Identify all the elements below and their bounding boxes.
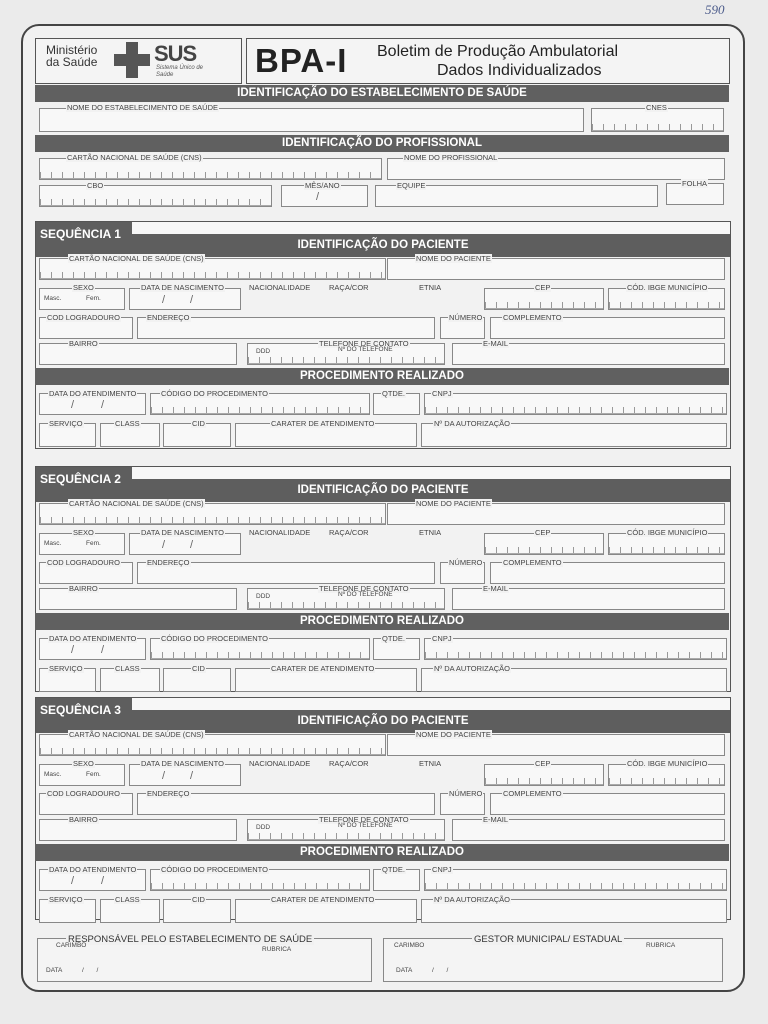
gestor-date-slashes: / / <box>432 967 449 974</box>
nationality-label: NACIONALIDADE <box>249 759 311 768</box>
cep-label: CEP <box>535 283 551 292</box>
race-label: RAÇA/COR <box>329 528 369 537</box>
care-type-label: CARATER DE ATENDIMENTO <box>271 895 375 904</box>
responsible-carimbo: CARIMBO <box>56 942 87 949</box>
nationality-label: NACIONALIDADE <box>249 528 311 537</box>
ibge-ticks <box>609 302 724 309</box>
birth-date-slash2: / <box>190 539 194 551</box>
phone-label: TELEFONE DE CONTATO <box>319 815 409 824</box>
patient-bar: IDENTIFICAÇÃO DO PACIENTE <box>297 239 469 251</box>
sex-fem-option[interactable]: Fem. <box>86 295 101 302</box>
ethnicity-label: ETNIA <box>419 759 442 768</box>
patient-name-label: NOME DO PACIENTE <box>416 254 491 263</box>
birth-date-label: DATA DE NASCIMENTO <box>141 283 224 292</box>
sequence-header-strip <box>132 467 730 479</box>
sequence-header <box>36 222 730 257</box>
form-title-box <box>246 38 730 84</box>
sex-masc-option[interactable]: Masc. <box>44 771 62 778</box>
form-title-line2: Dados Individualizados <box>437 62 602 79</box>
number-label: NÚMERO <box>449 313 483 322</box>
logradouro-label: COD LOGRADOURO <box>47 313 120 322</box>
phone-ticks <box>248 833 444 840</box>
address-label: ENDEREÇO <box>147 313 190 322</box>
phone-label: TELEFONE DE CONTATO <box>319 339 409 348</box>
responsible-date-slashes: / / <box>82 967 99 974</box>
form-code: BPA-I <box>255 42 348 79</box>
ibge-label: CÓD. IBGE MUNICÍPIO <box>627 528 708 537</box>
birth-date-slash1: / <box>162 539 166 551</box>
phone-no-label: Nº DO TELEFONE <box>338 591 393 598</box>
attendance-date-label: DATA DO ATENDIMENTO <box>49 389 137 398</box>
race-label: RAÇA/COR <box>329 283 369 292</box>
responsible-rubrica: RUBRICA <box>262 946 292 953</box>
procedure-code-ticks <box>151 883 369 890</box>
sequence-header <box>36 698 730 733</box>
bairro-label: BAIRRO <box>69 584 98 593</box>
patient-name-label: NOME DO PACIENTE <box>416 730 491 739</box>
responsible-data: DATA <box>46 967 63 974</box>
sequence-label: SEQUÊNCIA 1 <box>40 227 121 241</box>
care-type-label: CARATER DE ATENDIMENTO <box>271 664 375 673</box>
cbo-label: CBO <box>87 181 104 190</box>
patient-cns-ticks <box>40 748 385 755</box>
cid-label: CID <box>192 664 205 673</box>
gestor-rubrica: RUBRICA <box>646 942 676 949</box>
establishment-bar: IDENTIFICAÇÃO DO ESTABELECIMENTO DE SAÚDE <box>35 85 729 102</box>
complement-label: COMPLEMENTO <box>503 789 562 798</box>
sex-label: SEXO <box>73 528 94 537</box>
ibge-label: CÓD. IBGE MUNICÍPIO <box>627 283 708 292</box>
quantity-label: QTDE. <box>382 634 405 643</box>
sequence-header-strip <box>132 698 730 710</box>
email-label: E-MAIL <box>483 339 509 348</box>
class-label: CLASS <box>115 664 140 673</box>
sex-fem-option[interactable]: Fem. <box>86 540 101 547</box>
address-label: ENDEREÇO <box>147 558 190 567</box>
cnpj-label: CNPJ <box>432 865 452 874</box>
phone-label: TELEFONE DE CONTATO <box>319 584 409 593</box>
gestor-carimbo: CARIMBO <box>394 942 425 949</box>
care-type-label: CARATER DE ATENDIMENTO <box>271 419 375 428</box>
procedure-code-label: CÓDIGO DO PROCEDIMENTO <box>161 389 268 398</box>
cep-ticks <box>485 302 603 309</box>
attendance-date-label: DATA DO ATENDIMENTO <box>49 634 137 643</box>
sequence-header <box>36 467 730 502</box>
patient-bar: IDENTIFICAÇÃO DO PACIENTE <box>297 484 469 496</box>
cnes-ticks <box>592 124 723 131</box>
ibge-ticks <box>609 778 724 785</box>
procedure-bar: PROCEDIMENTO REALIZADO <box>35 613 729 630</box>
race-label: RAÇA/COR <box>329 759 369 768</box>
authorization-label: Nº DA AUTORIZAÇÃO <box>434 664 510 673</box>
authorization-label: Nº DA AUTORIZAÇÃO <box>434 419 510 428</box>
cnpj-label: CNPJ <box>432 634 452 643</box>
sequence-label: SEQUÊNCIA 2 <box>40 472 121 486</box>
patient-bar: IDENTIFICAÇÃO DO PACIENTE <box>297 715 469 727</box>
cross-icon <box>114 42 150 78</box>
cid-label: CID <box>192 419 205 428</box>
ddd-label: DDD <box>256 348 271 355</box>
complement-label: COMPLEMENTO <box>503 313 562 322</box>
phone-ticks <box>248 357 444 364</box>
professional-cns-label: CARTÃO NACIONAL DE SAÚDE (CNS) <box>67 153 202 162</box>
patient-name-label: NOME DO PACIENTE <box>416 499 491 508</box>
form-title-line1: Boletim de Produção Ambulatorial <box>377 43 619 60</box>
email-label: E-MAIL <box>483 815 509 824</box>
cnpj-ticks <box>425 652 726 659</box>
authorization-label: Nº DA AUTORIZAÇÃO <box>434 895 510 904</box>
sex-masc-option[interactable]: Masc. <box>44 540 62 547</box>
mesano-slash: / <box>316 191 320 203</box>
gestor-data: DATA <box>396 967 413 974</box>
address-label: ENDEREÇO <box>147 789 190 798</box>
patient-cns-ticks <box>40 272 385 279</box>
birth-date-slash2: / <box>190 294 194 306</box>
procedure-code-label: CÓDIGO DO PROCEDIMENTO <box>161 865 268 874</box>
professional-bar: IDENTIFICAÇÃO DO PROFISSIONAL <box>35 135 729 152</box>
procedure-code-label: CÓDIGO DO PROCEDIMENTO <box>161 634 268 643</box>
number-label: NÚMERO <box>449 789 483 798</box>
attendance-date-slash2: / <box>101 644 105 656</box>
ddd-label: DDD <box>256 593 271 600</box>
procedure-code-ticks <box>151 407 369 414</box>
procedure-bar: PROCEDIMENTO REALIZADO <box>35 368 729 385</box>
sex-masc-option[interactable]: Masc. <box>44 295 62 302</box>
cep-ticks <box>485 778 603 785</box>
sex-label: SEXO <box>73 283 94 292</box>
mesano-label: MÊS/ANO <box>305 181 340 190</box>
birth-date-label: DATA DE NASCIMENTO <box>141 528 224 537</box>
attendance-date-slash2: / <box>101 875 105 887</box>
attendance-date-slash2: / <box>101 399 105 411</box>
logradouro-label: COD LOGRADOURO <box>47 789 120 798</box>
cnpj-ticks <box>425 883 726 890</box>
procedure-bar: PROCEDIMENTO REALIZADO <box>35 844 729 861</box>
logradouro-label: COD LOGRADOURO <box>47 558 120 567</box>
service-label: SERVIÇO <box>49 419 83 428</box>
patient-cns-ticks <box>40 517 385 524</box>
ibge-ticks <box>609 547 724 554</box>
attendance-date-slash1: / <box>71 399 75 411</box>
class-label: CLASS <box>115 419 140 428</box>
cnpj-label: CNPJ <box>432 389 452 398</box>
attendance-date-label: DATA DO ATENDIMENTO <box>49 865 137 874</box>
procedure-code-ticks <box>151 652 369 659</box>
phone-no-label: Nº DO TELEFONE <box>338 346 393 353</box>
cep-label: CEP <box>535 528 551 537</box>
service-label: SERVIÇO <box>49 664 83 673</box>
cnpj-ticks <box>425 407 726 414</box>
attendance-date-slash1: / <box>71 875 75 887</box>
attendance-date-slash1: / <box>71 644 75 656</box>
responsible-label: RESPONSÁVEL PELO ESTABELECIMENTO DE SAÚDE <box>68 934 313 945</box>
birth-date-slash1: / <box>162 294 166 306</box>
sus-logo-text: SUS <box>154 41 197 66</box>
ddd-label: DDD <box>256 824 271 831</box>
sequence-label: SEQUÊNCIA 3 <box>40 703 121 717</box>
birth-date-slash2: / <box>190 770 194 782</box>
sex-label: SEXO <box>73 759 94 768</box>
cbo-ticks <box>40 199 271 206</box>
establishment-name-label: NOME DO ESTABELECIMENTO DE SAÚDE <box>67 103 218 112</box>
folha-label: FOLHA <box>682 179 708 188</box>
sex-fem-option[interactable]: Fem. <box>86 771 101 778</box>
bairro-label: BAIRRO <box>69 815 98 824</box>
ethnicity-label: ETNIA <box>419 283 442 292</box>
complement-label: COMPLEMENTO <box>503 558 562 567</box>
professional-name-label: NOME DO PROFISSIONAL <box>404 153 498 162</box>
professional-cns-ticks <box>40 172 381 179</box>
sequence-header-strip <box>132 222 730 234</box>
birth-date-label: DATA DE NASCIMENTO <box>141 759 224 768</box>
cid-label: CID <box>192 895 205 904</box>
patient-cns-label: CARTÃO NACIONAL DE SAÚDE (CNS) <box>69 730 204 739</box>
page-number: 590 <box>705 2 725 17</box>
service-label: SERVIÇO <box>49 895 83 904</box>
cnes-label: CNES <box>646 103 667 112</box>
cep-ticks <box>485 547 603 554</box>
birth-date-slash1: / <box>162 770 166 782</box>
ethnicity-label: ETNIA <box>419 528 442 537</box>
email-label: E-MAIL <box>483 584 509 593</box>
equipe-label: EQUIPE <box>397 181 426 190</box>
phone-no-label: Nº DO TELEFONE <box>338 822 393 829</box>
phone-ticks <box>248 602 444 609</box>
class-label: CLASS <box>115 895 140 904</box>
ibge-label: CÓD. IBGE MUNICÍPIO <box>627 759 708 768</box>
gestor-label: GESTOR MUNICIPAL/ ESTADUAL <box>474 934 623 945</box>
number-label: NÚMERO <box>449 558 483 567</box>
cep-label: CEP <box>535 759 551 768</box>
patient-cns-label: CARTÃO NACIONAL DE SAÚDE (CNS) <box>69 499 204 508</box>
quantity-label: QTDE. <box>382 865 405 874</box>
sus-subtitle: Sistema Único de Saúde <box>156 65 204 78</box>
ministry-logo <box>35 38 242 84</box>
ministry-name: Ministério da Saúde <box>46 43 98 69</box>
quantity-label: QTDE. <box>382 389 405 398</box>
bairro-label: BAIRRO <box>69 339 98 348</box>
patient-cns-label: CARTÃO NACIONAL DE SAÚDE (CNS) <box>69 254 204 263</box>
nationality-label: NACIONALIDADE <box>249 283 311 292</box>
